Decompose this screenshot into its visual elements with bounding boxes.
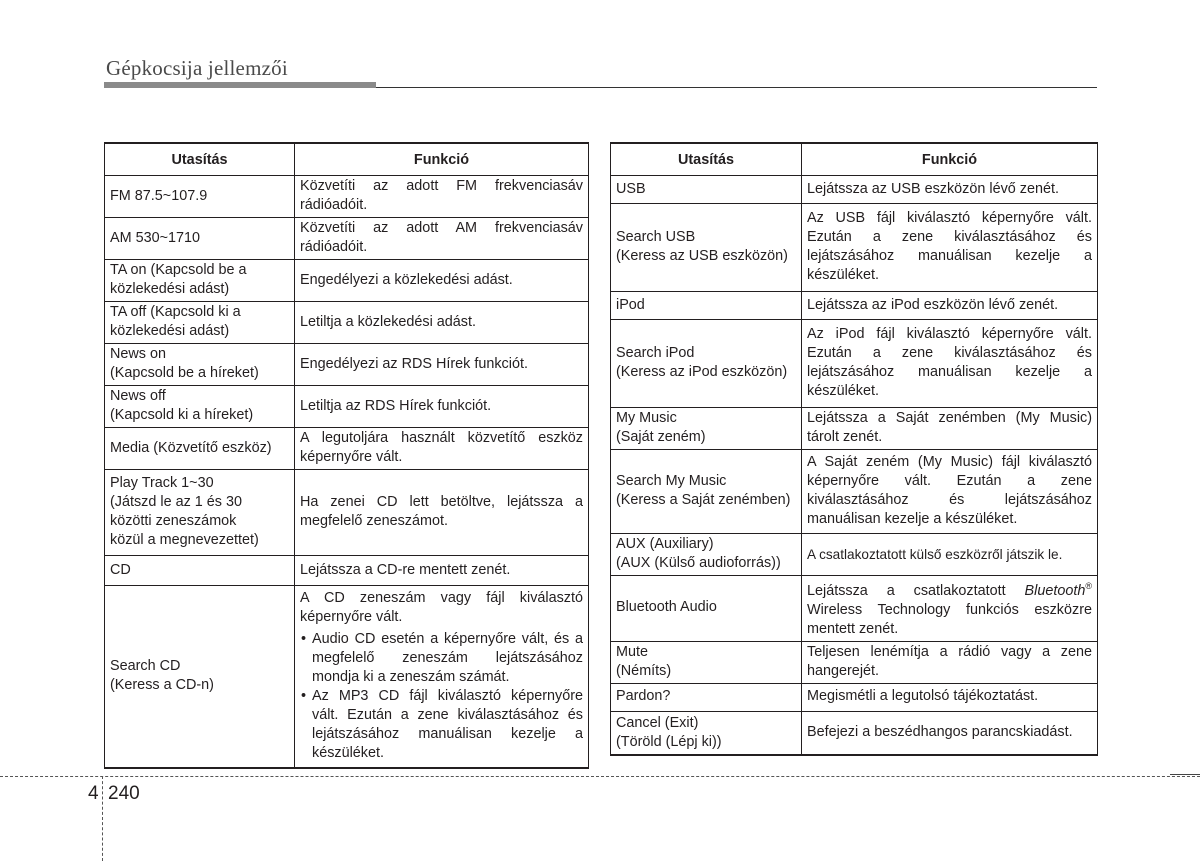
command-cell: TA on (Kapcsold be a közlekedési adást) (105, 260, 295, 302)
function-cell: A csatlakoztatott külső eszközről játszik le. (802, 534, 1098, 576)
header-rule (376, 87, 1097, 88)
function-cell: Letiltja a közlekedési adást. (295, 302, 589, 344)
function-cell: Teljesen lenémítja a rádió vagy a zene hangerejét. (802, 641, 1098, 683)
command-cell: Bluetooth Audio (611, 576, 802, 642)
page-header-title: Gépkocsija jellemzői (106, 56, 288, 80)
command-cell: Cancel (Exit) (Töröld (Lépj ki)) (611, 711, 802, 755)
command-cell: FM 87.5~107.9 (105, 176, 295, 218)
command-cell: USB (611, 176, 802, 204)
function-cell: Ha zenei CD lett betöltve, lejátssza a megfelelő zeneszámot. (295, 470, 589, 556)
bullet-item: • Az MP3 CD fájl kiválasztó képernyőre vált. Ezután a zene kiválasztásához és lejátszásához manuálisan kezelje a készüléket. (312, 687, 583, 763)
function-cell: Közvetíti az adott FM frekvenciasáv rádióadóit. (295, 176, 589, 218)
page-margin-rule (102, 776, 103, 861)
voice-command-table-left (104, 142, 589, 769)
table-row (105, 302, 589, 344)
footer-divider-accent (1170, 774, 1200, 775)
table-row (611, 204, 1098, 292)
function-cell: Megismétli a legutolsó tájékoztatást. (802, 683, 1098, 711)
function-cell: Engedélyezi a közlekedési adást. (295, 260, 589, 302)
command-cell: Play Track 1~30 (Játszd le az 1 és 30 közötti zeneszámok közül a megnevezettet) (105, 470, 295, 556)
column-header-command: Utasítás (611, 143, 802, 176)
page-number: 240 (108, 783, 140, 804)
function-cell: Engedélyezi az RDS Hírek funkciót. (295, 344, 589, 386)
command-cell: AUX (Auxiliary) (AUX (Külső audioforrás)) (611, 534, 802, 576)
function-cell: Lejátssza a Saját zenémben (My Music) tárolt zenét. (802, 408, 1098, 450)
table-row (611, 641, 1098, 683)
command-cell: Search iPod (Keress az iPod eszközön) (611, 320, 802, 408)
function-cell: Lejátssza az iPod eszközön lévő zenét. (802, 292, 1098, 320)
header-accent-bar (104, 82, 376, 88)
table-row (105, 260, 589, 302)
registered-mark: ® (1085, 581, 1092, 591)
table-row (611, 408, 1098, 450)
command-cell: TA off (Kapcsold ki a közlekedési adást) (105, 302, 295, 344)
function-cell: Lejátssza a CD-re mentett zenét. (295, 556, 589, 586)
function-cell: Az USB fájl kiválasztó képernyőre vált. Ezután a zene kiválasztásához és lejátszásához manuálisan kezelje a készüléket. (802, 204, 1098, 292)
command-cell: iPod (611, 292, 802, 320)
table-row (611, 534, 1098, 576)
bullet-list (300, 630, 583, 763)
chapter-number: 4 (88, 783, 99, 804)
table-header-row (105, 143, 589, 176)
table-row (611, 320, 1098, 408)
function-cell: Letiltja az RDS Hírek funkciót. (295, 386, 589, 428)
table-row (611, 683, 1098, 711)
column-header-function: Funkció (802, 143, 1098, 176)
command-cell: News off (Kapcsold ki a híreket) (105, 386, 295, 428)
function-cell (802, 576, 1098, 642)
column-header-function: Funkció (295, 143, 589, 176)
table-row (105, 176, 589, 218)
function-cell: Az iPod fájl kiválasztó képernyőre vált. Ezután a zene kiválasztásához és lejátszásához manuálisan kezelje a készüléket. (802, 320, 1098, 408)
function-cell: Lejátssza az USB eszközön lévő zenét. (802, 176, 1098, 204)
bullet-item: • Audio CD esetén a képernyőre vált, és a megfelelő zeneszám lejátszásához mondja ki a zeneszám számát. (312, 630, 583, 687)
function-cell: A legutoljára használt közvetítő eszköz képernyőre vált. (295, 428, 589, 470)
table-row (611, 292, 1098, 320)
function-text: A CD zeneszám vagy fájl kiválasztó képernyőre vált. (300, 589, 583, 625)
command-cell: News on (Kapcsold be a híreket) (105, 344, 295, 386)
function-text: Wireless Technology funkciós eszközre mentett zenét. (807, 601, 1092, 637)
command-cell: Media (Közvetítő eszköz) (105, 428, 295, 470)
table-row (105, 470, 589, 556)
command-cell: Mute (Némíts) (611, 641, 802, 683)
table-row (105, 556, 589, 586)
voice-command-table-right (610, 142, 1098, 756)
footer-divider (0, 776, 1200, 777)
table-header-row (611, 143, 1098, 176)
table-row (611, 176, 1098, 204)
function-cell (295, 586, 589, 768)
function-cell: Közvetíti az adott AM frekvenciasáv rádióadóit. (295, 218, 589, 260)
table-row (105, 428, 589, 470)
column-header-command: Utasítás (105, 143, 295, 176)
command-cell: Search CD (Keress a CD-n) (105, 586, 295, 768)
command-cell: AM 530~1710 (105, 218, 295, 260)
table-row (105, 586, 589, 768)
function-cell: Befejezi a beszédhangos parancskiadást. (802, 711, 1098, 755)
command-cell: CD (105, 556, 295, 586)
table-row (611, 711, 1098, 755)
bluetooth-brand-text: Bluetooth (1024, 582, 1086, 599)
function-cell: A Saját zeném (My Music) fájl kiválasztó képernyőre vált. Ezután a zene kiválasztásához és lejátszásához manuálisan kezelje a készüléket. (802, 450, 1098, 534)
command-cell: Search USB (Keress az USB eszközön) (611, 204, 802, 292)
command-cell: Pardon? (611, 683, 802, 711)
table-row (105, 218, 589, 260)
table-row (611, 450, 1098, 534)
command-cell: Search My Music (Keress a Saját zenémben) (611, 450, 802, 534)
table-row (611, 576, 1098, 642)
command-cell: My Music (Saját zeném) (611, 408, 802, 450)
table-row (105, 386, 589, 428)
table-row (105, 344, 589, 386)
function-text: Lejátssza a csatlakoztatott (807, 582, 1025, 599)
